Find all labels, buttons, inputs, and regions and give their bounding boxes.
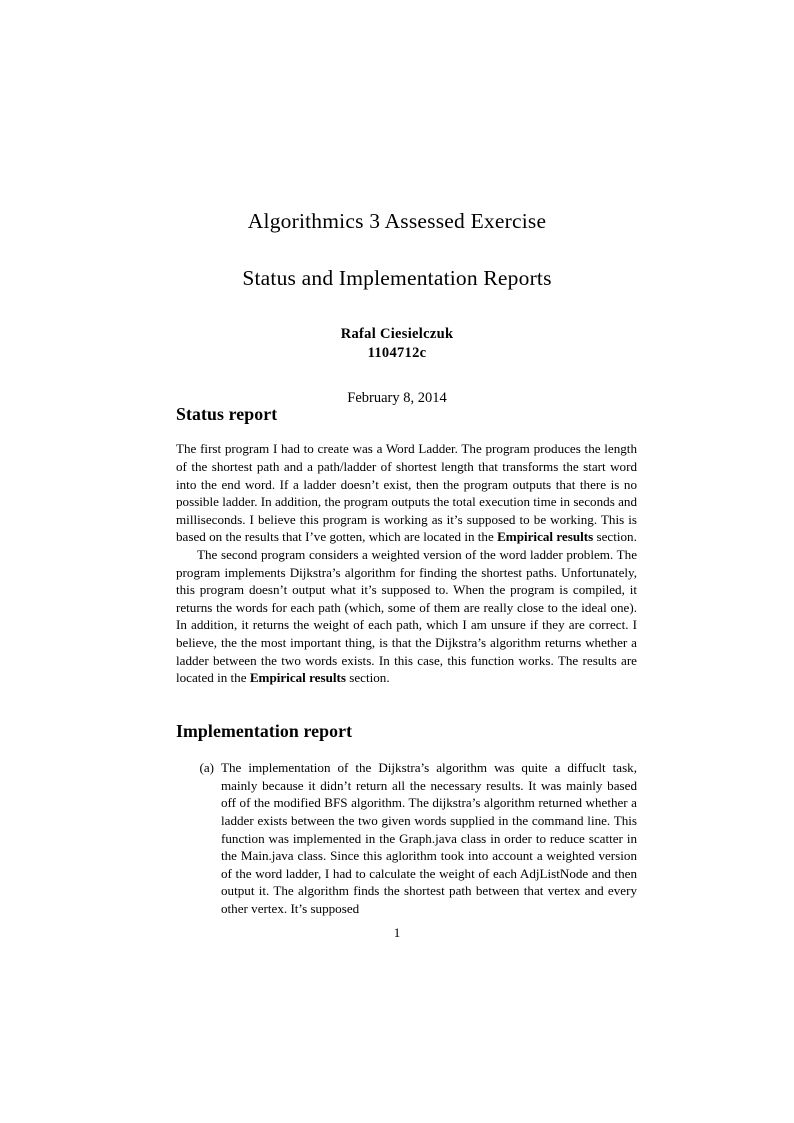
paragraph-text-part-1: The first program I had to create was a Word Ladder. The program produces the length of the shortest path and a path/ladder of shortest length that transforms the start word into the end word. If a ladder doesn’t exist, then the program outputs that there is no possible ladder. In addition, the program outputs the total execution time in seconds and milliseconds. I believe this program is working as it’s supposed to be working. This is based on the results that I’ve gotten, which are located in the <box>176 441 637 545</box>
status-report-heading: Status report <box>176 404 278 424</box>
empirical-results-reference: Empirical results <box>249 670 346 686</box>
list-item <box>188 759 637 917</box>
document-title-line-2: Status and Implementation Reports <box>242 265 552 290</box>
paragraph-text-part-2: section. <box>345 670 390 686</box>
implementation-report-list <box>176 759 637 917</box>
document-date: February 8, 2014 <box>347 390 447 406</box>
document-body <box>176 404 637 918</box>
author-name: Rafal Ciesielczuk <box>340 325 454 342</box>
empirical-results-reference: Empirical results <box>497 529 594 545</box>
status-report-paragraph-2 <box>176 546 637 687</box>
page-number: 1 <box>393 925 401 940</box>
implementation-report-heading: Implementation report <box>176 720 353 741</box>
document-title-line-1: Algorithmics 3 Assessed Exercise <box>247 209 547 233</box>
list-item-marker: (a) <box>199 760 214 776</box>
author-block <box>0 325 794 363</box>
paragraph-text-part-2: section. <box>593 529 637 545</box>
paragraph-text-part-1: The second program considers a weighted version of the word ladder problem. The program implements Dijkstra’s algorithm for finding the shortest paths. Unfortunately, this program doesn’t output what it’s supposed to. When the program is compiled, it returns the words for each path (which, some of them are really close to the ideal one). In addition, it returns the weight of each path, which I am unsure if they are correct. I believe, the the most important thing, is that the Dijkstra’s algorithm returns whether a ladder between the two words exists. In this case, this function works. The results are located in the <box>176 547 637 686</box>
list-item-text: The implementation of the Dijkstra’s algorithm was quite a diffuclt task, mainly because it didn’t return all the necessary results. It was mainly based off of the modified BFS algorithm. The dijkstra’s algorithm returned whether a ladder exists between the two given words supplied in the command line. This function was implemented in the Graph.java class in order to reduce scatter in the Main.java class. Since this aglorithm took into account a weighted version of the word ladder, I had to calculate the weight of each AdjListNode and then output it. The algorithm finds the shortest path between that vertex and every other vertex. It’s supposed <box>221 760 637 917</box>
author-id: 1104712c <box>367 344 427 361</box>
title-block <box>0 208 794 407</box>
status-report-paragraph-1 <box>176 440 637 546</box>
